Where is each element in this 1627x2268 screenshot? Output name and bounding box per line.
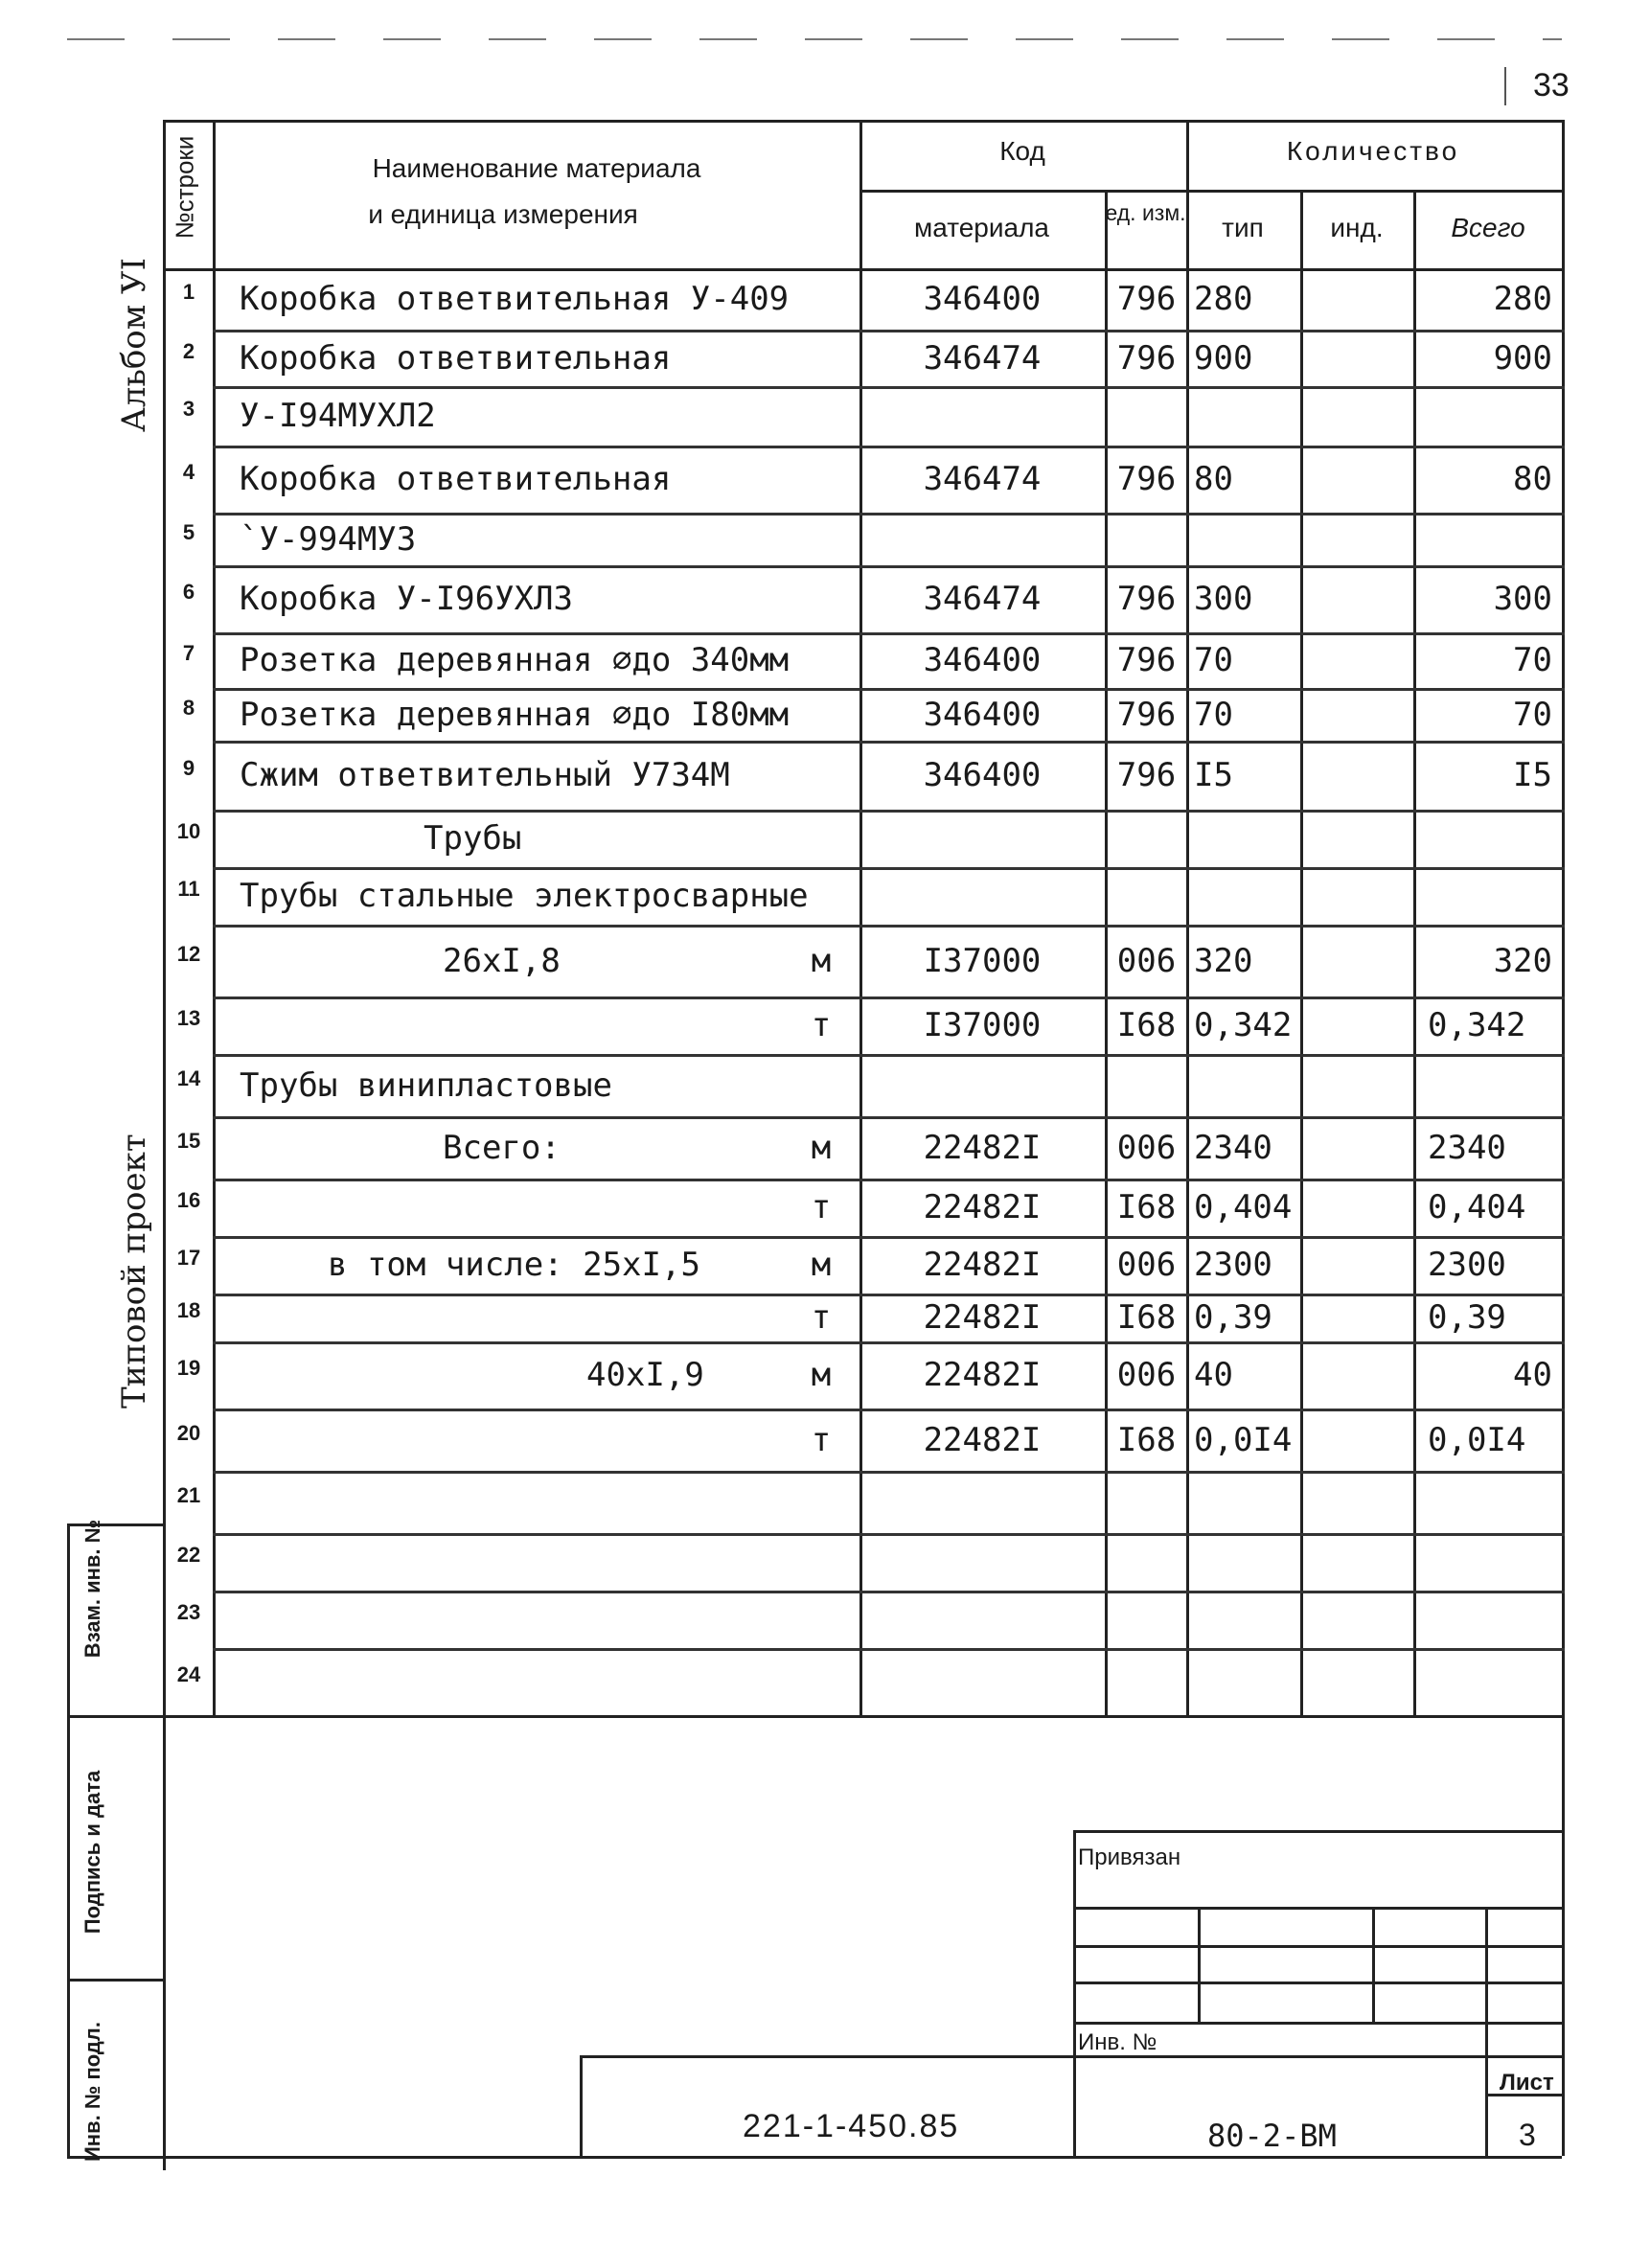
unit-code: 006 (1116, 1128, 1177, 1167)
qty-total: 320 (1493, 941, 1552, 980)
material-name: Коробка ответвительная У-409 (240, 280, 790, 318)
row-separator (213, 1409, 1565, 1411)
qty-total: 280 (1493, 280, 1552, 318)
row-number: 24 (176, 1662, 201, 1686)
row-number: 21 (176, 1482, 201, 1507)
row-separator (213, 688, 1565, 691)
material-name: Коробка ответвительная (240, 338, 672, 378)
row-separator (213, 1591, 1565, 1593)
row-number: 11 (177, 877, 200, 901)
qty-total: 0,39 (1428, 1298, 1506, 1337)
qty-group-header: Количество (1286, 136, 1460, 166)
album-label: Альбом УI (115, 257, 153, 433)
title-block-line (1073, 1945, 1562, 1948)
material-name: Трубы винипластовые (240, 1065, 612, 1105)
qty-typ: 280 (1194, 280, 1253, 318)
qty-typ: 900 (1194, 338, 1253, 378)
unit-code: 796 (1116, 338, 1177, 378)
row-number: 4 (182, 460, 195, 484)
qty-typ: I5 (1194, 756, 1233, 794)
row-number: 15 (176, 1128, 201, 1153)
material-code: 346400 (923, 641, 1042, 679)
material-code: 22482I (923, 1298, 1042, 1337)
qty-total: 70 (1513, 641, 1552, 679)
measure-unit: т (811, 1298, 832, 1337)
page-number-mark (1504, 67, 1506, 105)
title-block-column (1372, 1907, 1375, 2022)
unit-column-border (1186, 120, 1189, 1715)
stamp-column-left-border (67, 1523, 70, 2156)
unit-code: 796 (1116, 580, 1177, 618)
material-code: 22482I (923, 1246, 1042, 1284)
row-number: 3 (182, 397, 195, 421)
title-main-top-border (580, 2055, 1562, 2058)
row-number: 1 (182, 280, 195, 304)
qty-typ: 320 (1194, 941, 1253, 980)
row-separator (213, 867, 1565, 870)
row-separator (213, 1179, 1565, 1181)
row-number: 6 (182, 580, 195, 604)
material-name: Трубы стальные электросварные (240, 877, 809, 915)
material-name: Трубы (424, 819, 522, 858)
qty-total: I5 (1513, 756, 1552, 794)
qty-typ-header: тип (1222, 213, 1264, 242)
qty-total: 0,0I4 (1428, 1420, 1526, 1459)
stamp-inventory-label: Инв. № подл. (80, 2022, 104, 2162)
qty-total: 2300 (1428, 1246, 1506, 1284)
qty-total: 80 (1513, 460, 1552, 498)
qty-total: 70 (1513, 695, 1552, 734)
material-name: Коробка У-I96УХЛЗ (240, 580, 573, 618)
qty-typ: 0,39 (1194, 1298, 1272, 1337)
row-separator (213, 1648, 1565, 1651)
row-separator (213, 810, 1565, 813)
material-name: Коробка ответвительная (240, 460, 672, 498)
table-left-border (163, 120, 166, 2170)
row-number: 7 (182, 641, 195, 665)
sheet-label: Лист (1500, 2070, 1554, 2096)
row-number: 2 (182, 338, 195, 363)
row-number: 8 (182, 695, 195, 720)
row-number: 5 (182, 519, 195, 544)
material-name: Розетка деревянная ∅до 340мм (240, 641, 790, 679)
row-number-column-border (213, 120, 216, 1715)
row-separator (213, 386, 1565, 389)
measure-unit: м (811, 1356, 832, 1394)
qty-total: 0,404 (1428, 1188, 1526, 1226)
measure-unit: т (811, 1006, 832, 1044)
row-separator (213, 741, 1565, 744)
header-bottom-border (163, 268, 1565, 271)
row-number: 19 (176, 1356, 201, 1380)
qty-total: 0,342 (1428, 1006, 1526, 1044)
unit-code: 796 (1116, 641, 1177, 679)
row-separator (213, 1471, 1565, 1474)
table-right-border (1562, 120, 1565, 1715)
row-separator (213, 565, 1565, 568)
ind-column-border (1413, 190, 1416, 1715)
inventory-label: Инв. № (1078, 2029, 1157, 2055)
title-block-line (1073, 1982, 1562, 1984)
row-number: 18 (176, 1298, 201, 1322)
qty-total: 900 (1493, 338, 1552, 378)
qty-typ: 2340 (1194, 1128, 1272, 1167)
unit-code: 796 (1116, 280, 1177, 318)
project-code: 221-1-450.85 (743, 2108, 960, 2144)
unit-code: I68 (1116, 1420, 1177, 1459)
sheet-number: 3 (1519, 2118, 1536, 2152)
row-separator (213, 446, 1565, 448)
qty-total: 2340 (1428, 1128, 1506, 1167)
material-code: I37000 (923, 941, 1042, 980)
material-code: 346400 (923, 695, 1042, 734)
linked-label: Привязан (1078, 1844, 1181, 1870)
qty-total-header: Всего (1451, 213, 1525, 242)
qty-total: 40 (1513, 1356, 1552, 1394)
qty-ind-header: инд. (1330, 213, 1384, 242)
qty-typ: 300 (1194, 580, 1253, 618)
qty-typ: 0,342 (1194, 1006, 1293, 1044)
stamp-signature-label: Подпись и дата (80, 1770, 104, 1935)
header-split-line (859, 190, 1565, 193)
page-bottom-border (67, 2156, 1562, 2159)
material-name: 40хI,9 (586, 1356, 704, 1394)
row-separator (213, 1236, 1565, 1239)
measure-unit: т (811, 1188, 832, 1226)
qty-typ: 80 (1194, 460, 1233, 498)
material-name: `У-994МУЗ (240, 519, 417, 559)
name-header-line2: и единица измерения (368, 199, 638, 229)
row-number: 13 (176, 1006, 201, 1030)
row-separator (213, 1054, 1565, 1057)
measure-unit: м (811, 941, 832, 980)
page-number: 33 (1533, 67, 1570, 103)
project-label: Типовой проект (115, 1134, 153, 1409)
material-name: в том числе: 25хI,5 (328, 1246, 700, 1284)
row-number: 23 (176, 1600, 201, 1624)
table-top-border (163, 120, 1565, 123)
title-block-top-border (1073, 1830, 1562, 1833)
qty-typ: 40 (1194, 1356, 1233, 1394)
table-bottom-border (163, 1715, 1565, 1718)
row-separator (213, 330, 1565, 332)
measure-unit: м (811, 1128, 832, 1167)
material-code: 346400 (923, 756, 1042, 794)
material-code: 346474 (923, 460, 1042, 498)
row-number: 16 (176, 1188, 201, 1212)
material-code: 22482I (923, 1188, 1042, 1226)
row-number: 22 (176, 1543, 201, 1567)
unit-code: 796 (1116, 460, 1177, 498)
material-name: Розетка деревянная ∅до I80мм (240, 695, 790, 734)
code-group-header: Код (999, 136, 1045, 166)
measure-unit: т (811, 1420, 832, 1459)
qty-typ: 70 (1194, 695, 1233, 734)
qty-typ: 70 (1194, 641, 1233, 679)
qty-typ: 0,0I4 (1194, 1420, 1293, 1459)
material-name: Сжим ответвительный У734М (240, 756, 730, 794)
row-separator (213, 1341, 1565, 1344)
unit-code: 006 (1116, 1246, 1177, 1284)
row-separator (213, 1533, 1565, 1536)
unit-code: I68 (1116, 1188, 1177, 1226)
row-separator (213, 1116, 1565, 1119)
row-number-header: №строки (170, 135, 199, 240)
title-block-left-border (1073, 1830, 1076, 2156)
unit-code: 796 (1116, 756, 1177, 794)
code-unit-header: ед. изм. (1105, 200, 1186, 225)
title-main-left-border (580, 2055, 583, 2156)
row-separator (213, 632, 1565, 635)
code-material-header: материала (914, 213, 1049, 242)
row-separator (213, 513, 1565, 515)
title-block-column (1485, 1907, 1488, 2156)
row-separator (213, 1294, 1565, 1296)
document-code: 80-2-ВМ (1207, 2118, 1337, 2154)
name-header-line1: Наименование материала (372, 153, 701, 183)
row-number: 20 (176, 1420, 201, 1445)
row-number: 17 (176, 1246, 201, 1270)
unit-code: 006 (1116, 1356, 1177, 1394)
qty-typ: 2300 (1194, 1246, 1272, 1284)
material-code: 22482I (923, 1420, 1042, 1459)
page-right-border (1562, 1715, 1565, 2156)
title-block-line (1073, 1907, 1562, 1910)
qty-total: 300 (1493, 580, 1552, 618)
row-number: 14 (176, 1065, 201, 1090)
scan-edge-mark (67, 38, 1562, 40)
material-name: Всего: (443, 1128, 561, 1167)
material-name: 26хI,8 (443, 941, 561, 980)
row-number: 12 (176, 941, 201, 966)
stamp-divider (67, 1715, 163, 1718)
measure-unit: м (811, 1246, 832, 1284)
qty-typ: 0,404 (1194, 1188, 1293, 1226)
title-block-line (1073, 2022, 1562, 2025)
unit-code: I68 (1116, 1006, 1177, 1044)
material-code: 346474 (923, 338, 1042, 378)
stamp-exchange-label: Взам. инв. № (80, 1519, 104, 1659)
material-code: 22482I (923, 1356, 1042, 1394)
unit-code: 796 (1116, 695, 1177, 734)
material-name: У-I94МУХЛ2 (240, 397, 436, 435)
row-number: 10 (176, 819, 201, 843)
title-block-column (1198, 1907, 1201, 2022)
unit-code: I68 (1116, 1298, 1177, 1337)
material-code: 346400 (923, 280, 1042, 318)
row-separator (213, 925, 1565, 928)
row-separator (213, 997, 1565, 999)
material-code: 22482I (923, 1128, 1042, 1167)
material-code: 346474 (923, 580, 1042, 618)
material-code: I37000 (923, 1006, 1042, 1044)
code-column-border (1105, 190, 1108, 1715)
row-number: 9 (182, 756, 195, 780)
unit-code: 006 (1116, 941, 1177, 980)
stamp-divider (67, 1979, 163, 1982)
